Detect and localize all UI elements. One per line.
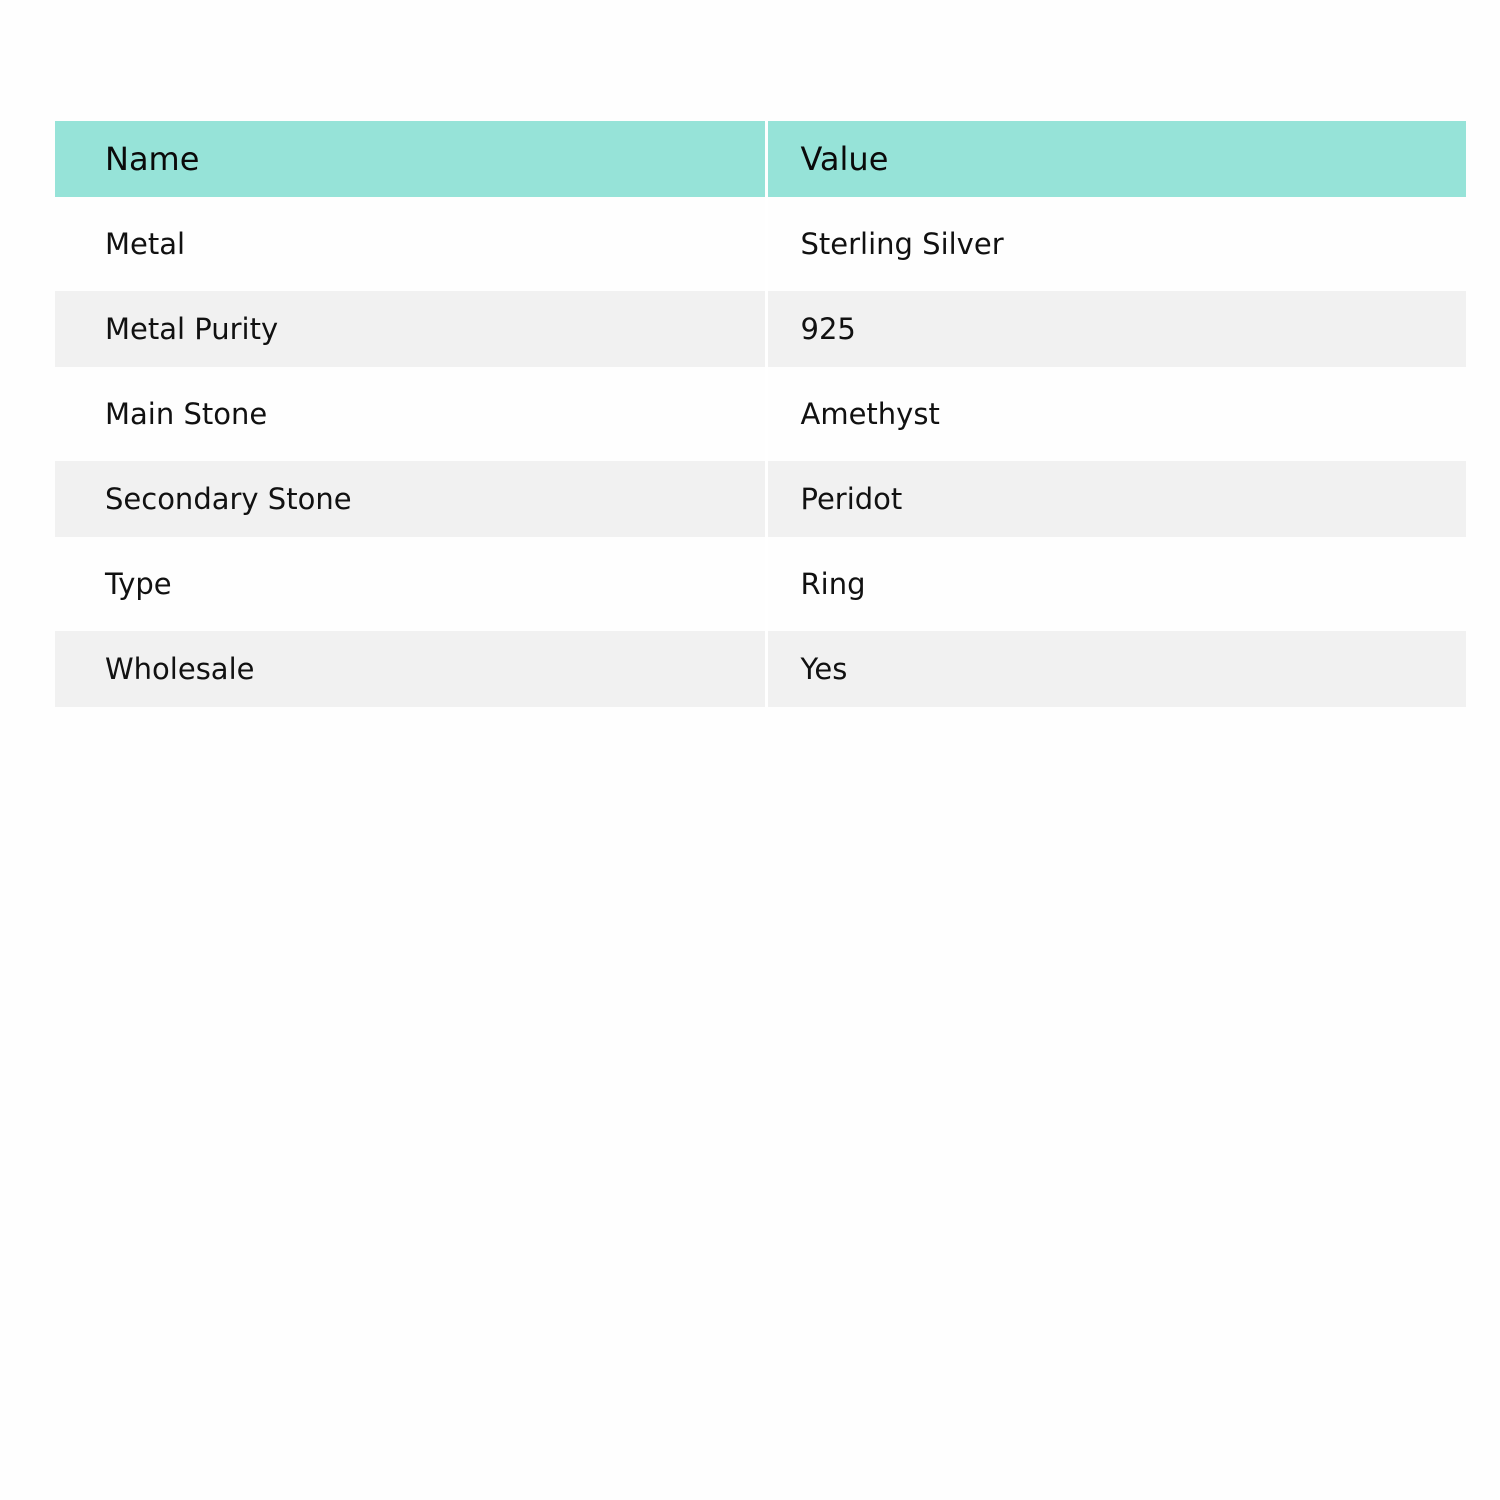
cell-name: Wholesale xyxy=(105,652,255,686)
table-row xyxy=(55,197,1466,291)
column-header-name: Name xyxy=(105,140,200,178)
cell-value: Peridot xyxy=(766,461,1466,537)
cell-value: Amethyst xyxy=(766,367,1466,461)
product-spec-table xyxy=(55,121,1466,707)
cell-name: Metal xyxy=(105,227,186,261)
cell-name: Secondary Stone xyxy=(105,482,352,516)
cell-name: Type xyxy=(105,567,172,601)
table-row xyxy=(55,537,1466,631)
cell-name: Metal Purity xyxy=(105,312,279,346)
table-row xyxy=(55,631,1466,707)
column-header-value: Value xyxy=(766,121,1466,197)
cell-value: Sterling Silver xyxy=(766,197,1466,291)
table-row xyxy=(55,291,1466,367)
table-header xyxy=(55,121,1466,197)
table-body xyxy=(55,197,1466,707)
cell-value: 925 xyxy=(766,291,1466,367)
table-row xyxy=(55,367,1466,461)
cell-name: Main Stone xyxy=(105,397,268,431)
table-row xyxy=(55,461,1466,537)
cell-value: Yes xyxy=(766,631,1466,707)
cell-value: Ring xyxy=(766,537,1466,631)
table-header-row xyxy=(55,121,1466,197)
